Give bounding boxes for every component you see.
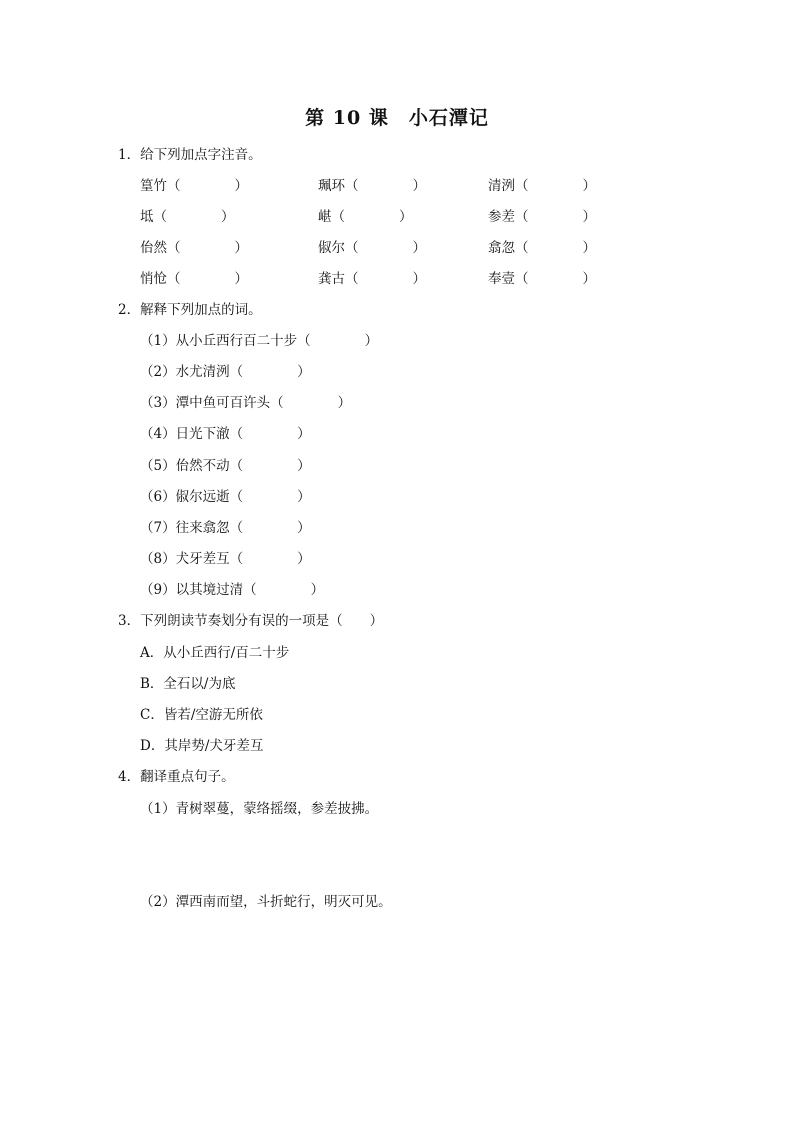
page-title: 第 10 课 小石潭记: [305, 107, 489, 129]
pinyin-item: 翕忽（ ）: [488, 240, 596, 256]
pinyin-item: 俶尔（ ）: [318, 240, 426, 256]
pinyin-item: 坻（ ）: [140, 209, 235, 225]
definition-item: （4）日光下澈（ ）: [140, 426, 311, 442]
definition-item: （5）佁然不动（ ）: [140, 458, 311, 474]
pinyin-item: 嵁（ ）: [318, 209, 413, 225]
translation-item: （1）青树翠蔓，蒙络摇缀，参差披拂。: [140, 801, 379, 817]
definition-item: （9）以其境过清（ ）: [140, 582, 325, 598]
translation-item: （2）潭西南而望，斗折蛇行，明灭可见。: [140, 894, 392, 910]
definition-item: （7）往来翕忽（ ）: [140, 520, 311, 536]
pinyin-item: 珮环（ ）: [318, 178, 426, 194]
question-3-heading: 3．下列朗读节奏划分有误的一项是（ ）: [118, 613, 384, 629]
option-d: D．其岸势/犬牙差互: [140, 738, 264, 754]
question-1-heading: 1．给下列加点字注音。: [118, 147, 262, 163]
pinyin-item: 清洌（ ）: [488, 178, 596, 194]
definition-item: （1）从小丘西行百二十步（ ）: [140, 333, 379, 349]
definition-item: （6）俶尔远逝（ ）: [140, 489, 311, 505]
pinyin-item: 奉壹（ ）: [488, 271, 596, 287]
option-c: C．皆若/空游无所依: [140, 707, 263, 723]
pinyin-item: 篁竹（ ）: [140, 178, 248, 194]
question-2-heading: 2．解释下列加点的词。: [118, 302, 262, 318]
option-a: A．从小丘西行/百二十步: [140, 645, 290, 661]
definition-item: （2）水尤清洌（ ）: [140, 364, 311, 380]
option-b: B．全石以/为底: [140, 676, 236, 692]
definition-item: （8）犬牙差互（ ）: [140, 551, 311, 567]
pinyin-item: 龚古（ ）: [318, 271, 426, 287]
definition-item: （3）潭中鱼可百许头（ ）: [140, 395, 352, 411]
pinyin-item: 佁然（ ）: [140, 240, 248, 256]
pinyin-item: 参差（ ）: [488, 209, 596, 225]
pinyin-item: 悄怆（ ）: [140, 271, 248, 287]
question-4-heading: 4．翻译重点句子。: [118, 769, 235, 785]
